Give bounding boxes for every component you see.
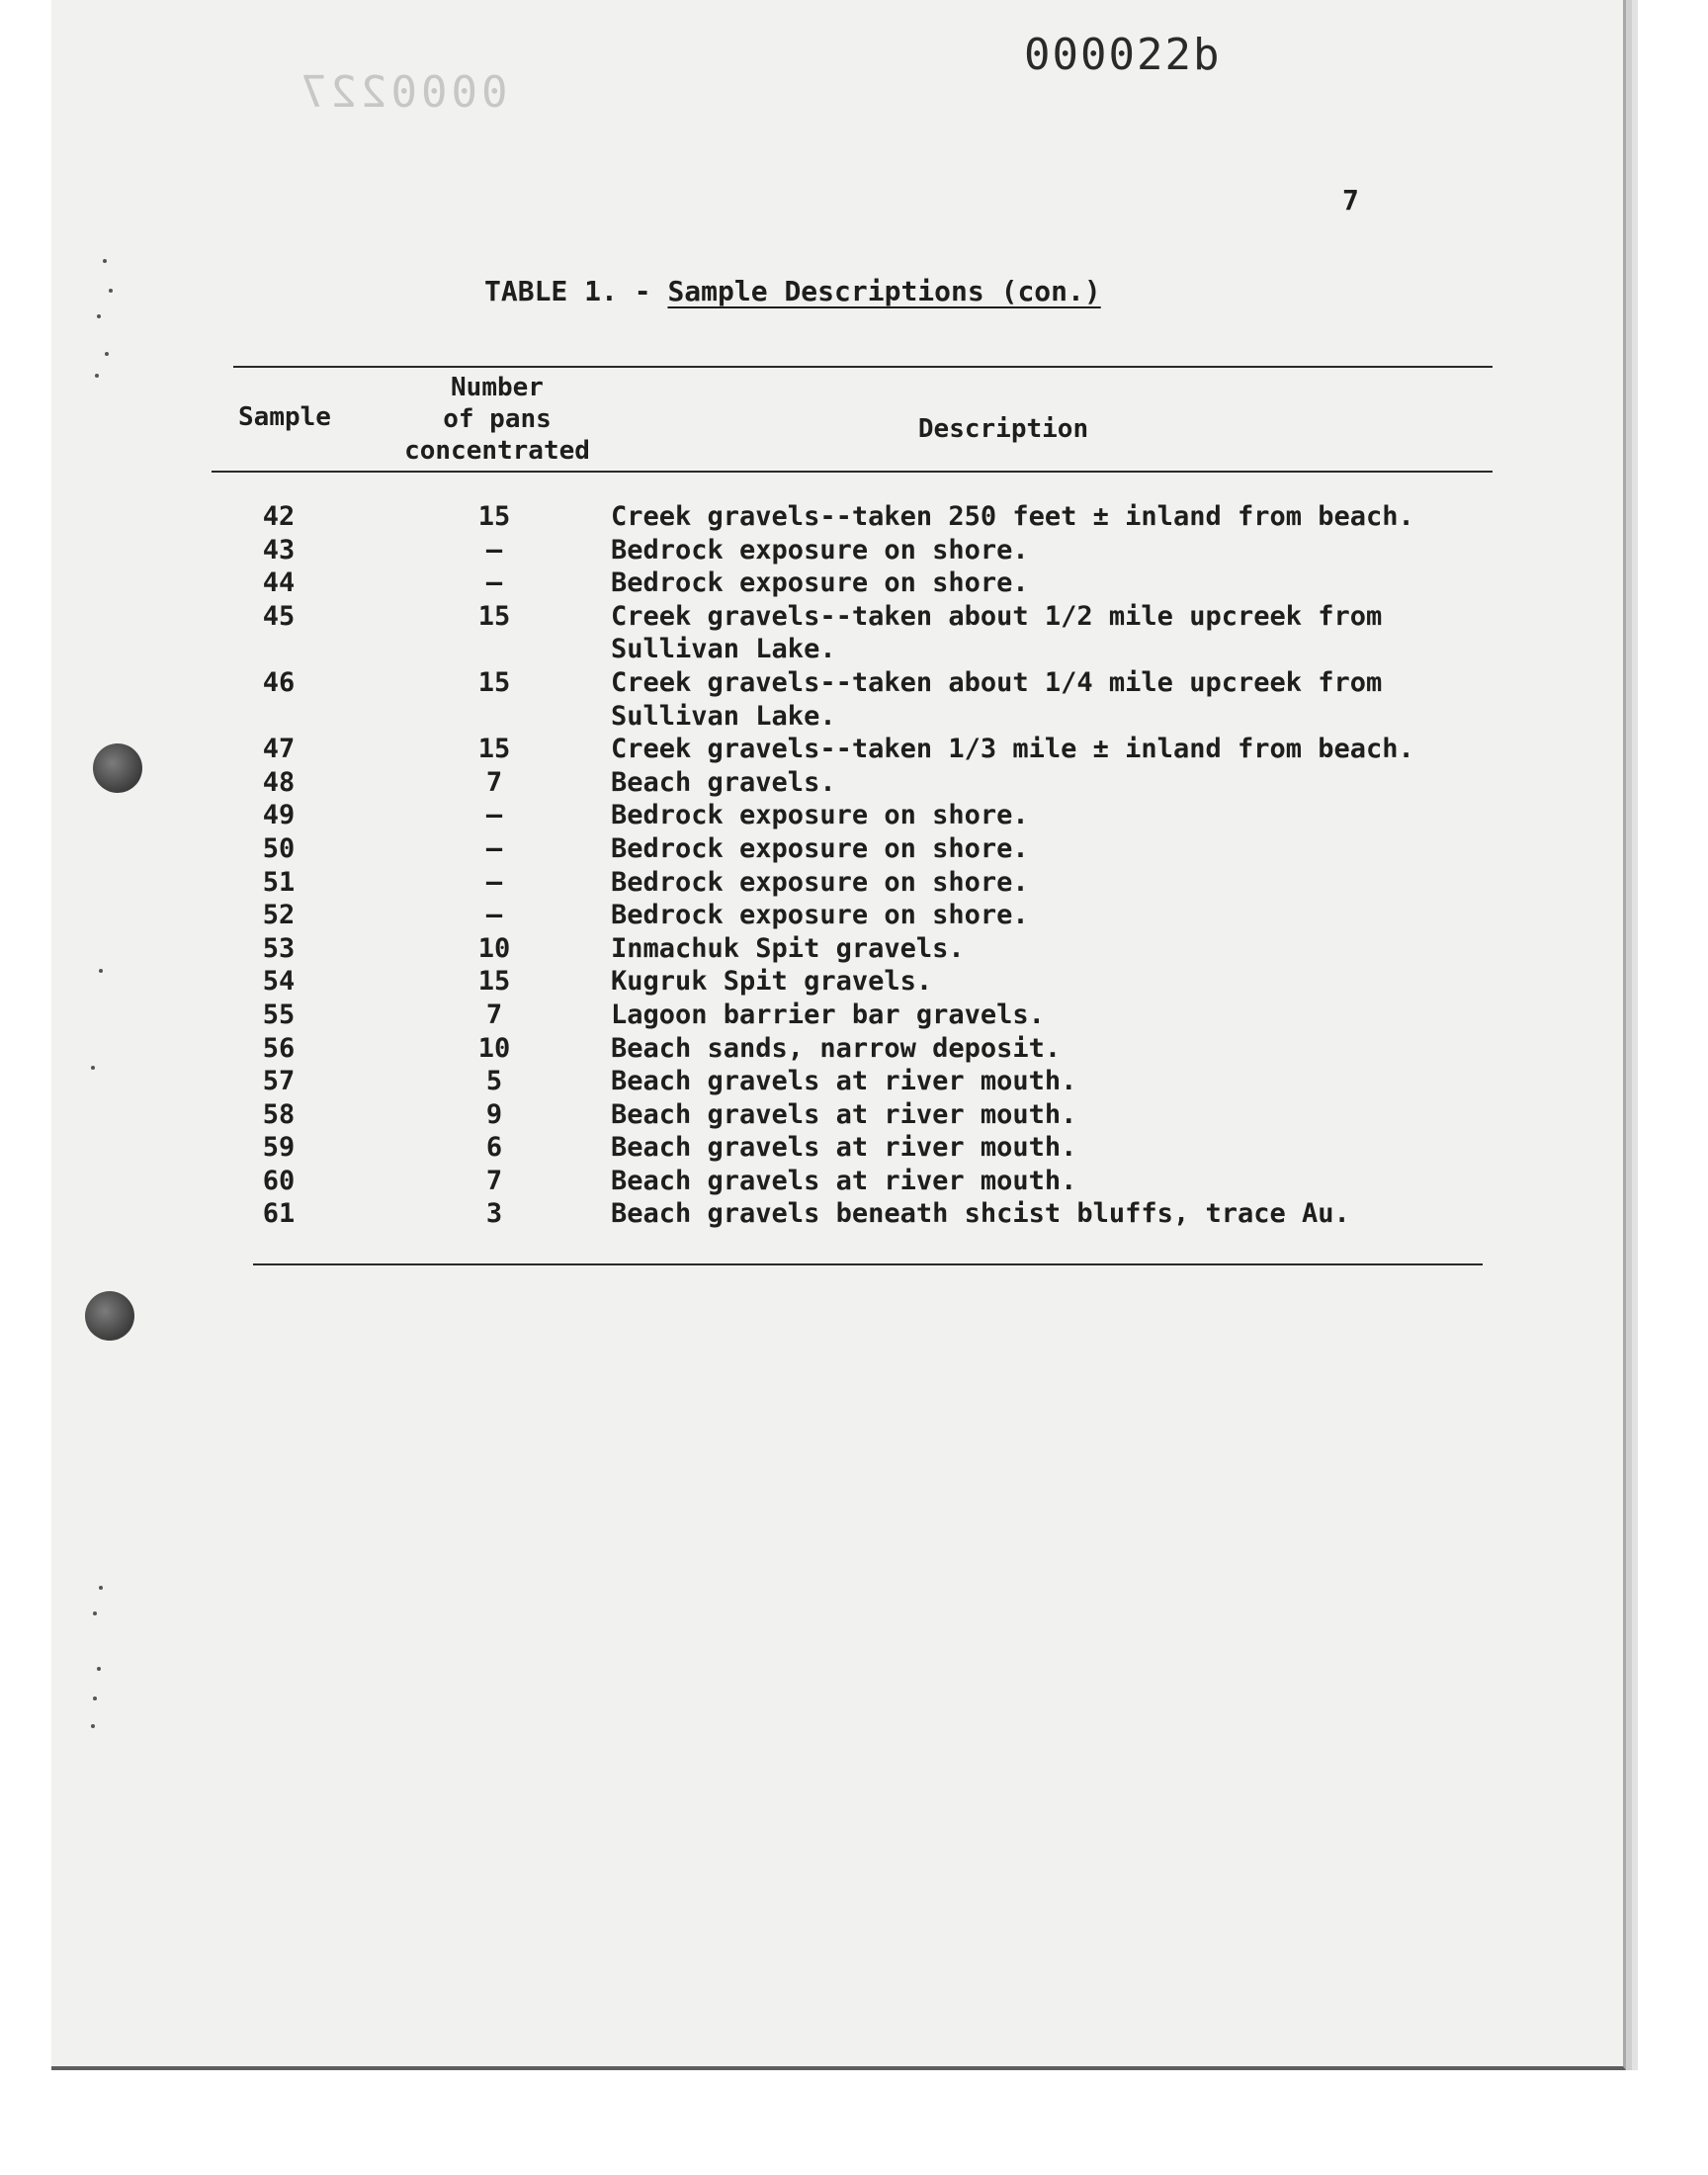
table-title-prefix: TABLE 1. - — [484, 275, 668, 307]
sample-cell: 61 — [262, 1198, 296, 1230]
pans-cell: 15 — [477, 734, 511, 765]
speck — [93, 1611, 97, 1615]
pans-cell: 9 — [485, 1098, 503, 1130]
speck — [99, 1586, 103, 1590]
table-row — [0, 1197, 1708, 1231]
description-cell: Bedrock exposure on shore. — [611, 800, 1029, 831]
pans-cell: – — [485, 832, 503, 864]
speck — [95, 374, 99, 378]
pans-cell: 15 — [477, 501, 511, 532]
punch-hole-lower — [85, 1291, 134, 1341]
header-pans-line3: concentrated — [404, 436, 590, 466]
pans-cell: 3 — [485, 1198, 503, 1230]
pans-cell: 7 — [485, 999, 503, 1030]
pans-cell: – — [485, 800, 503, 831]
sample-cell: 51 — [262, 866, 296, 898]
speck — [105, 352, 109, 356]
pans-cell: 10 — [477, 1032, 511, 1064]
sample-cell: 57 — [262, 1066, 296, 1097]
pans-cell: 10 — [477, 932, 511, 964]
header-rule — [212, 471, 1493, 473]
description-cell: Beach gravels beneath shcist bluffs, trace Au. — [611, 1198, 1350, 1230]
table-row — [0, 766, 1708, 800]
table-row — [0, 799, 1708, 832]
header-description: Description — [917, 414, 1089, 444]
sample-cell: 58 — [262, 1098, 296, 1130]
table-row — [0, 733, 1708, 766]
pans-cell: – — [485, 567, 503, 599]
table-body — [0, 500, 1708, 1231]
sample-cell: 42 — [262, 501, 296, 532]
pans-cell: 7 — [485, 766, 503, 798]
top-rule — [233, 366, 1493, 368]
speck — [97, 314, 101, 318]
description-cell: Bedrock exposure on shore. — [611, 534, 1029, 566]
description-cell: Beach gravels at river mouth. — [611, 1132, 1077, 1164]
page-number: 7 — [1342, 184, 1359, 217]
sample-cell: 60 — [262, 1165, 296, 1196]
pans-cell: – — [485, 900, 503, 931]
table-row — [0, 965, 1708, 999]
pans-cell: 6 — [485, 1132, 503, 1164]
table-row — [0, 1032, 1708, 1066]
table-row — [0, 932, 1708, 966]
sample-cell: 56 — [262, 1032, 296, 1064]
description-cell: Creek gravels--taken about 1/4 mile upcreek from Sullivan Lake. — [611, 666, 1383, 732]
pans-cell: – — [485, 866, 503, 898]
table-row — [0, 999, 1708, 1032]
bleed-through-number: 0000227 — [297, 67, 508, 118]
sample-cell: 48 — [262, 766, 296, 798]
bottom-rule — [253, 1263, 1483, 1265]
speck — [109, 289, 113, 293]
description-cell: Creek gravels--taken 1/3 mile ± inland from beach. — [611, 734, 1414, 765]
table-row — [0, 566, 1708, 600]
table-row — [0, 866, 1708, 900]
description-cell: Beach gravels at river mouth. — [611, 1066, 1077, 1097]
table-row — [0, 1165, 1708, 1198]
sample-cell: 46 — [262, 666, 296, 698]
sample-cell: 44 — [262, 567, 296, 599]
stamp-number: 000022b — [1024, 30, 1222, 80]
table-row — [0, 832, 1708, 866]
speck — [91, 1066, 95, 1070]
description-cell: Beach gravels at river mouth. — [611, 1165, 1077, 1196]
description-cell: Beach gravels at river mouth. — [611, 1098, 1077, 1130]
pans-cell: 15 — [477, 666, 511, 698]
sample-cell: 43 — [262, 534, 296, 566]
table-row — [0, 1131, 1708, 1165]
speck — [99, 969, 103, 973]
speck — [103, 259, 107, 263]
table-row — [0, 534, 1708, 567]
sample-cell: 54 — [262, 966, 296, 998]
speck — [97, 1667, 101, 1671]
header-pans-line2: of pans — [443, 404, 552, 434]
description-cell: Beach sands, narrow deposit. — [611, 1032, 1062, 1064]
table-row — [0, 666, 1708, 733]
sample-cell: 59 — [262, 1132, 296, 1164]
table-title — [484, 275, 1101, 307]
speck — [93, 1696, 97, 1700]
pans-cell: 5 — [485, 1066, 503, 1097]
speck — [91, 1724, 95, 1728]
description-cell: Beach gravels. — [611, 766, 836, 798]
description-cell: Kugruk Spit gravels. — [611, 966, 933, 998]
description-cell: Inmachuk Spit gravels. — [611, 932, 965, 964]
table-row — [0, 1098, 1708, 1132]
pans-cell: 7 — [485, 1165, 503, 1196]
pans-cell: 15 — [477, 600, 511, 632]
sample-cell: 53 — [262, 932, 296, 964]
header-pans — [393, 372, 601, 467]
table-row — [0, 1065, 1708, 1098]
pans-cell: 15 — [477, 966, 511, 998]
description-cell: Bedrock exposure on shore. — [611, 832, 1029, 864]
description-cell: Bedrock exposure on shore. — [611, 900, 1029, 931]
punch-hole-upper — [93, 743, 142, 793]
table-row — [0, 500, 1708, 534]
description-cell: Lagoon barrier bar gravels. — [611, 999, 1045, 1030]
description-cell: Creek gravels--taken 250 feet ± inland from beach. — [611, 501, 1414, 532]
pans-cell: – — [485, 534, 503, 566]
header-sample: Sample — [238, 402, 331, 432]
table-title-subject: Sample Descriptions (con.) — [667, 275, 1101, 307]
table-row — [0, 899, 1708, 932]
sample-cell: 49 — [262, 800, 296, 831]
table-row — [0, 600, 1708, 666]
description-cell: Bedrock exposure on shore. — [611, 866, 1029, 898]
sample-cell: 55 — [262, 999, 296, 1030]
sample-cell: 50 — [262, 832, 296, 864]
sample-cell: 45 — [262, 600, 296, 632]
sample-cell: 47 — [262, 734, 296, 765]
sample-cell: 52 — [262, 900, 296, 931]
header-pans-line1: Number — [451, 373, 544, 402]
description-cell: Creek gravels--taken about 1/2 mile upcreek from Sullivan Lake. — [611, 600, 1383, 665]
description-cell: Bedrock exposure on shore. — [611, 567, 1029, 599]
